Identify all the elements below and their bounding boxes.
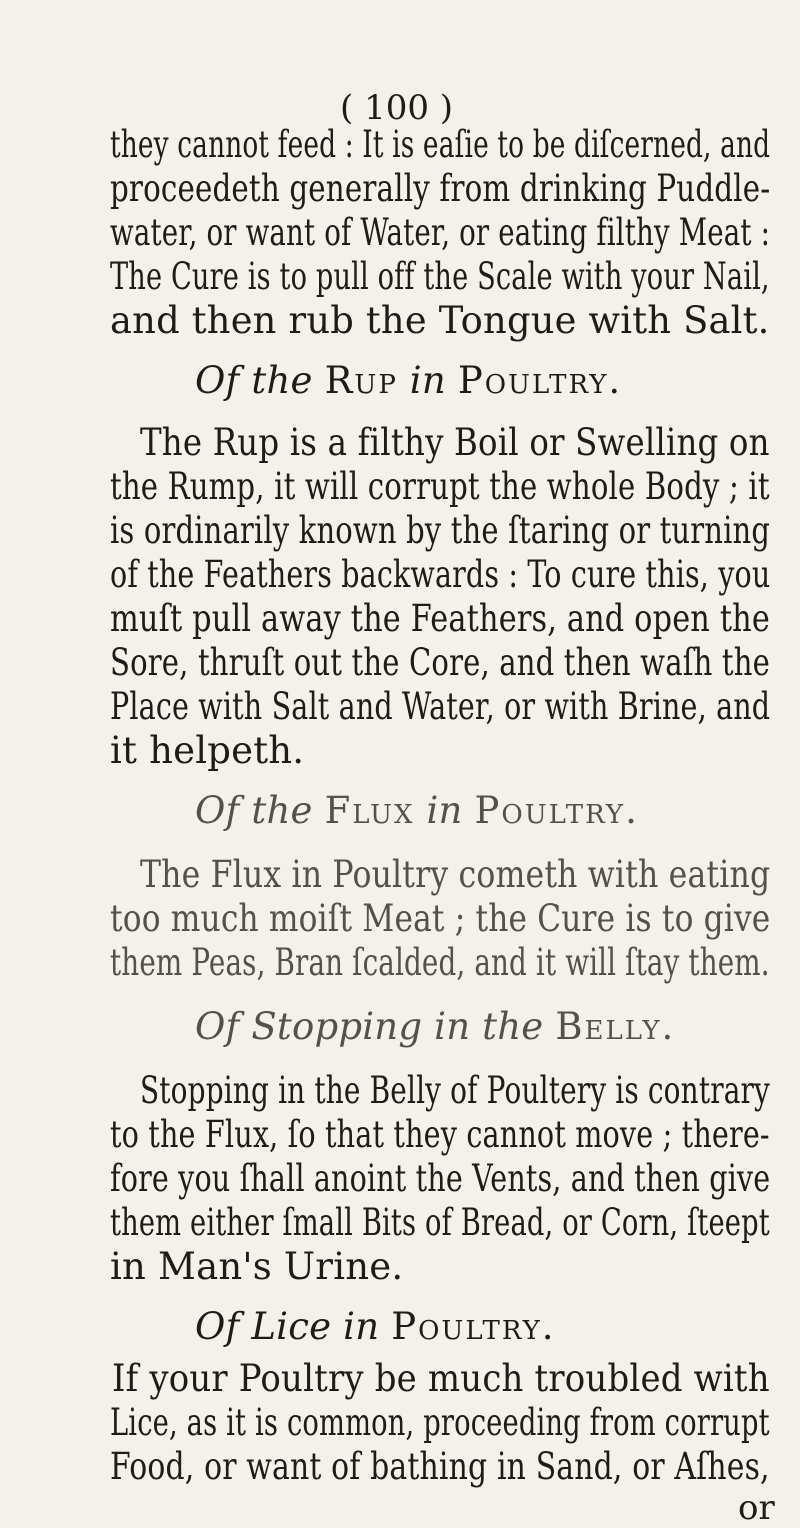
text-line: fore you ſhall anoint the Vents, and then give — [110, 1157, 771, 1200]
text-line: the Rump, it will corrupt the whole Body ; it — [110, 465, 770, 508]
heading-prefix: Of the — [195, 359, 313, 402]
heading-subject: Poultry. — [457, 359, 623, 402]
text-line: The Flux in Poultry cometh with eating — [140, 853, 771, 896]
text-line: proceedeth generally from drinking Puddle- — [110, 167, 771, 210]
heading-subject: Poultry. — [391, 1305, 556, 1348]
text-line: Food, or want of bathing in Sand, or Aſhes, — [110, 1445, 770, 1488]
text-line: of the Feathers backwards : To cure this, you — [110, 553, 771, 596]
text-line: to the Flux, ſo that they cannot move ; there- — [110, 1113, 770, 1156]
text-line: in Man's Urine. — [110, 1245, 404, 1288]
heading-mid: in — [409, 359, 446, 402]
text-line: and then rub the Tongue with Salt. — [110, 299, 770, 342]
heading-mid: in — [426, 789, 463, 832]
text-line: they cannot feed : It is eaſie to be diſcerned, and — [110, 123, 771, 166]
text-line: it helpeth. — [110, 729, 305, 772]
section-heading-lice — [195, 1305, 556, 1348]
text-line: muſt pull away the Feathers, and open the — [110, 597, 770, 640]
text-line: is ordinarily known by the ſtaring or turning — [110, 509, 771, 552]
text-line: too much moiſt Meat ; the Cure is to give — [110, 897, 771, 940]
text-line: Lice, as it is common, proceeding from corrupt — [110, 1401, 770, 1444]
text-line: water, or want of Water, or eating filthy Meat : — [110, 211, 771, 254]
catchword: or — [738, 1488, 775, 1528]
text-line: them either ſmall Bits of Bread, or Corn, ſteept — [110, 1201, 770, 1244]
heading-subject: Belly. — [555, 1005, 676, 1048]
text-line: Sore, thruſt out the Core, and then waſh the — [110, 641, 770, 684]
heading-name: Rup — [324, 359, 398, 402]
heading-prefix: Of the — [195, 789, 313, 832]
section-heading-stopping — [195, 1005, 676, 1048]
text-line: The Rup is a filthy Boil or Swelling on — [140, 421, 770, 464]
heading-prefix: Of Lice in — [195, 1305, 380, 1348]
heading-subject: Poultry. — [474, 789, 639, 832]
heading-prefix: Of Stopping in the — [195, 1005, 544, 1048]
text-line: If your Poultry be much troubled with — [112, 1357, 770, 1400]
text-line: them Peas, Bran ſcalded, and it will ſtay them. — [110, 941, 770, 984]
text-line: Stopping in the Belly of Poultery is contrary — [140, 1069, 770, 1112]
heading-name: Flux — [324, 789, 415, 832]
text-line: The Cure is to pull off the Scale with your Nail, — [110, 255, 770, 298]
text-line: Place with Salt and Water, or with Brine, and — [110, 685, 771, 728]
section-heading-flux — [195, 789, 639, 832]
page-number: ( 100 ) — [340, 88, 454, 128]
section-heading-rup — [195, 359, 623, 402]
